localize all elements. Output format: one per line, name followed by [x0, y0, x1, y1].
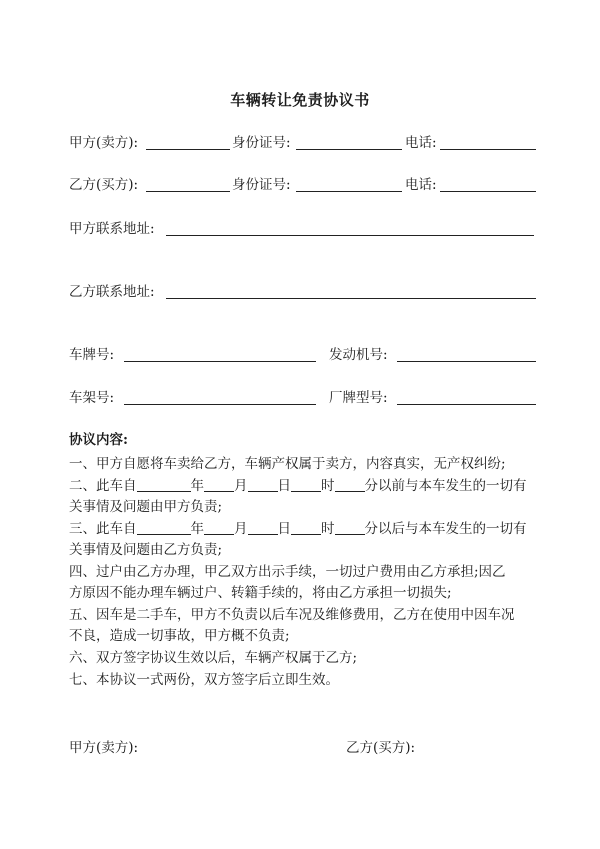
party-b-address-field[interactable] [166, 298, 536, 299]
clause-3-suffix: 分以后与本车发生的一切有 [364, 521, 527, 537]
model-field[interactable] [397, 404, 536, 405]
clause-3-hour-unit: 时 [321, 521, 335, 537]
party-a-address-label: 甲方联系地址: [69, 221, 155, 237]
party-a-phone-field[interactable] [440, 149, 536, 150]
party-b-id-field[interactable] [296, 191, 402, 192]
agreement-heading: 协议内容: [69, 432, 128, 448]
clause-3-day-field[interactable] [248, 520, 278, 535]
clause-2-day-field[interactable] [248, 477, 278, 492]
clause-3-minute-field[interactable] [335, 520, 365, 535]
clause-3-year-unit: 年 [190, 521, 204, 537]
clause-2-suffix: 分以前与本车发生的一切有 [364, 478, 527, 494]
clause-2-day-unit: 日 [277, 478, 291, 494]
clause-2-prefix: 二、此车自 [69, 478, 137, 494]
clause-4-line-1: 四、过户由乙方办理，甲乙双方出示手续，一切过户费用由乙方承担;因乙 [69, 564, 506, 580]
clause-7: 七、本协议一式两份，双方签字后立即生效。 [69, 672, 339, 688]
party-a-phone-label: 电话: [405, 135, 437, 151]
party-a-id-label: 身份证号: [232, 135, 291, 151]
party-a-id-field[interactable] [296, 149, 402, 150]
party-b-phone-label: 电话: [405, 177, 437, 193]
party-b-label: 乙方(买方): [69, 177, 139, 193]
engine-label: 发动机号: [329, 347, 388, 363]
signature-party-a: 甲方(卖方): [69, 740, 139, 756]
frame-field[interactable] [124, 404, 316, 405]
party-a-name-field[interactable] [146, 149, 230, 150]
engine-field[interactable] [397, 361, 536, 362]
model-label: 厂牌型号: [329, 390, 388, 406]
clause-2 [69, 477, 527, 495]
clause-2-month-unit: 月 [234, 478, 248, 494]
clause-4-line-2: 方原因不能办理车辆过户、转籍手续的，将由乙方承担一切损失; [69, 585, 452, 601]
clause-2-hour-field[interactable] [291, 477, 321, 492]
clause-5-line-1: 五、因车是二手车，甲方不负责以后车况及维修费用，乙方在使用中因车况 [69, 607, 515, 623]
plate-label: 车牌号: [69, 347, 115, 363]
party-b-address-label: 乙方联系地址: [69, 284, 155, 300]
clause-2-year-unit: 年 [190, 478, 204, 494]
signature-party-b: 乙方(买方): [346, 740, 416, 756]
clause-2-hour-unit: 时 [321, 478, 335, 494]
party-a-address-field[interactable] [166, 235, 534, 236]
clause-2-continued: 关事情及问题由甲方负责; [69, 499, 223, 515]
clause-3-month-unit: 月 [234, 521, 248, 537]
clause-3 [69, 520, 527, 538]
clause-2-minute-field[interactable] [335, 477, 365, 492]
party-b-name-field[interactable] [146, 191, 230, 192]
clause-3-year-field[interactable] [137, 520, 191, 535]
plate-field[interactable] [124, 361, 316, 362]
party-a-label: 甲方(卖方): [69, 135, 139, 151]
party-b-phone-field[interactable] [440, 191, 536, 192]
clause-2-year-field[interactable] [137, 477, 191, 492]
clause-3-prefix: 三、此车自 [69, 521, 137, 537]
clause-5-line-2: 不良，造成一切事故，甲方概不负责; [69, 628, 290, 644]
party-b-id-label: 身份证号: [232, 177, 291, 193]
clause-3-hour-field[interactable] [291, 520, 321, 535]
document-title: 车辆转让免责协议书 [230, 91, 370, 109]
clause-6: 六、双方签字协议生效以后，车辆产权属于乙方; [69, 650, 358, 666]
clause-3-month-field[interactable] [204, 520, 234, 535]
frame-label: 车架号: [69, 390, 115, 406]
clause-1: 一、甲方自愿将车卖给乙方，车辆产权属于卖方，内容真实，无产权纠纷; [69, 456, 506, 472]
clause-2-month-field[interactable] [204, 477, 234, 492]
clause-3-continued: 关事情及问题由乙方负责; [69, 542, 223, 558]
clause-3-day-unit: 日 [277, 521, 291, 537]
